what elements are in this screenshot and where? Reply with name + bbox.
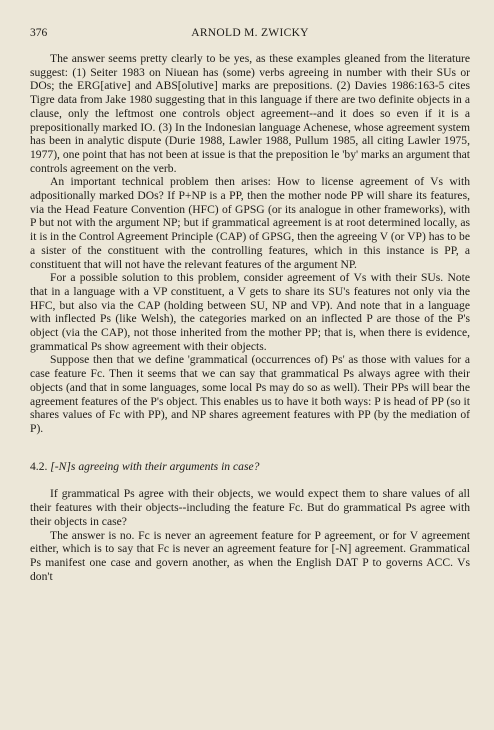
section-title: [-N]s agreeing with their arguments in case?	[50, 459, 260, 473]
body-text	[30, 52, 470, 583]
running-head: ARNOLD M. ZWICKY	[191, 27, 309, 39]
paragraph: An important technical problem then arises: How to license agreement of Vs with adpositionally marked DOs? If P+NP is a PP, then the mother node PP will share its features, via the Head Feature Convention (HFC) of GPSG (or its analogue in other frameworks), with P but not with the argument NP; but if grammatical agreement is at root determined locally, as it is in the Control Agreement Principle (CAP) of GPSG, then the agreeing V (or VP) has to be a sister of the constituent with the controlling features, which in this instance is PP, a constituent that will not have the relevant features of the argument NP.	[30, 175, 470, 271]
page-number: 376	[30, 27, 48, 39]
section-number: 4.2.	[30, 459, 48, 473]
section-heading	[30, 460, 470, 474]
paragraph: Suppose then that we define 'grammatical (occurrences of) Ps' as those with values for a case feature Fc. Then it seems that we can say that grammatical Ps always agree with their objects (and that in some languages, some local Ps may do so as well). Their PPs will bear the agreement features of the P's object. This enables us to have it both ways: P is head of PP (so it shares values of Fc with PP), and NP shares agreement features with PP (by the mediation of P).	[30, 353, 470, 435]
paragraph: The answer seems pretty clearly to be yes, as these examples gleaned from the literature suggest: (1) Seiter 1983 on Niuean has (some) verbs agreeing in number with their SUs or DOs; the ERG[ative] and ABS[olutive] marks are prepositions. (2) Davies 1986:163-5 cites Tigre data from Jake 1980 suggesting that in this language if there are two definite objects in a clause, only the leftmost one controls object agreement--and it does so even if it is a prepositionally marked IO. (3) In the Indonesian language Achenese, whose agreement system has been in analytic dispute (Durie 1988, Lawler 1988, Pullum 1985, all citing Lawler 1975, 1977), one point that has not been at issue is that the preposition le 'by' marks an argument that controls agreement on the verb.	[30, 52, 470, 175]
page-header	[30, 27, 470, 43]
paragraph: The answer is no. Fc is never an agreement feature for P agreement, or for V agreement either, which is to say that Fc is never an agreement feature for [-N] agreement. Grammatical Ps manifest one case and govern another, as when the English DAT P to governs ACC. Vs don't	[30, 528, 470, 583]
paragraph: For a possible solution to this problem, consider agreement of Vs with their SUs. Note that in a language with a VP constituent, a V gets to share its SU's features not only via the HFC, but also via the CAP (holding between SU, NP and VP). And note that in a language with inflected Ps (like Welsh), the categories marked on an inflected P are those of the P's object (via the CAP), not those inherited from the mother PP; that is, when there is evidence, grammatical Ps show agreement with their objects.	[30, 271, 470, 353]
paragraph: If grammatical Ps agree with their objects, we would expect them to share values of all their features with their objects--including the feature Fc. But do grammatical Ps agree with their objects in case?	[30, 487, 470, 528]
